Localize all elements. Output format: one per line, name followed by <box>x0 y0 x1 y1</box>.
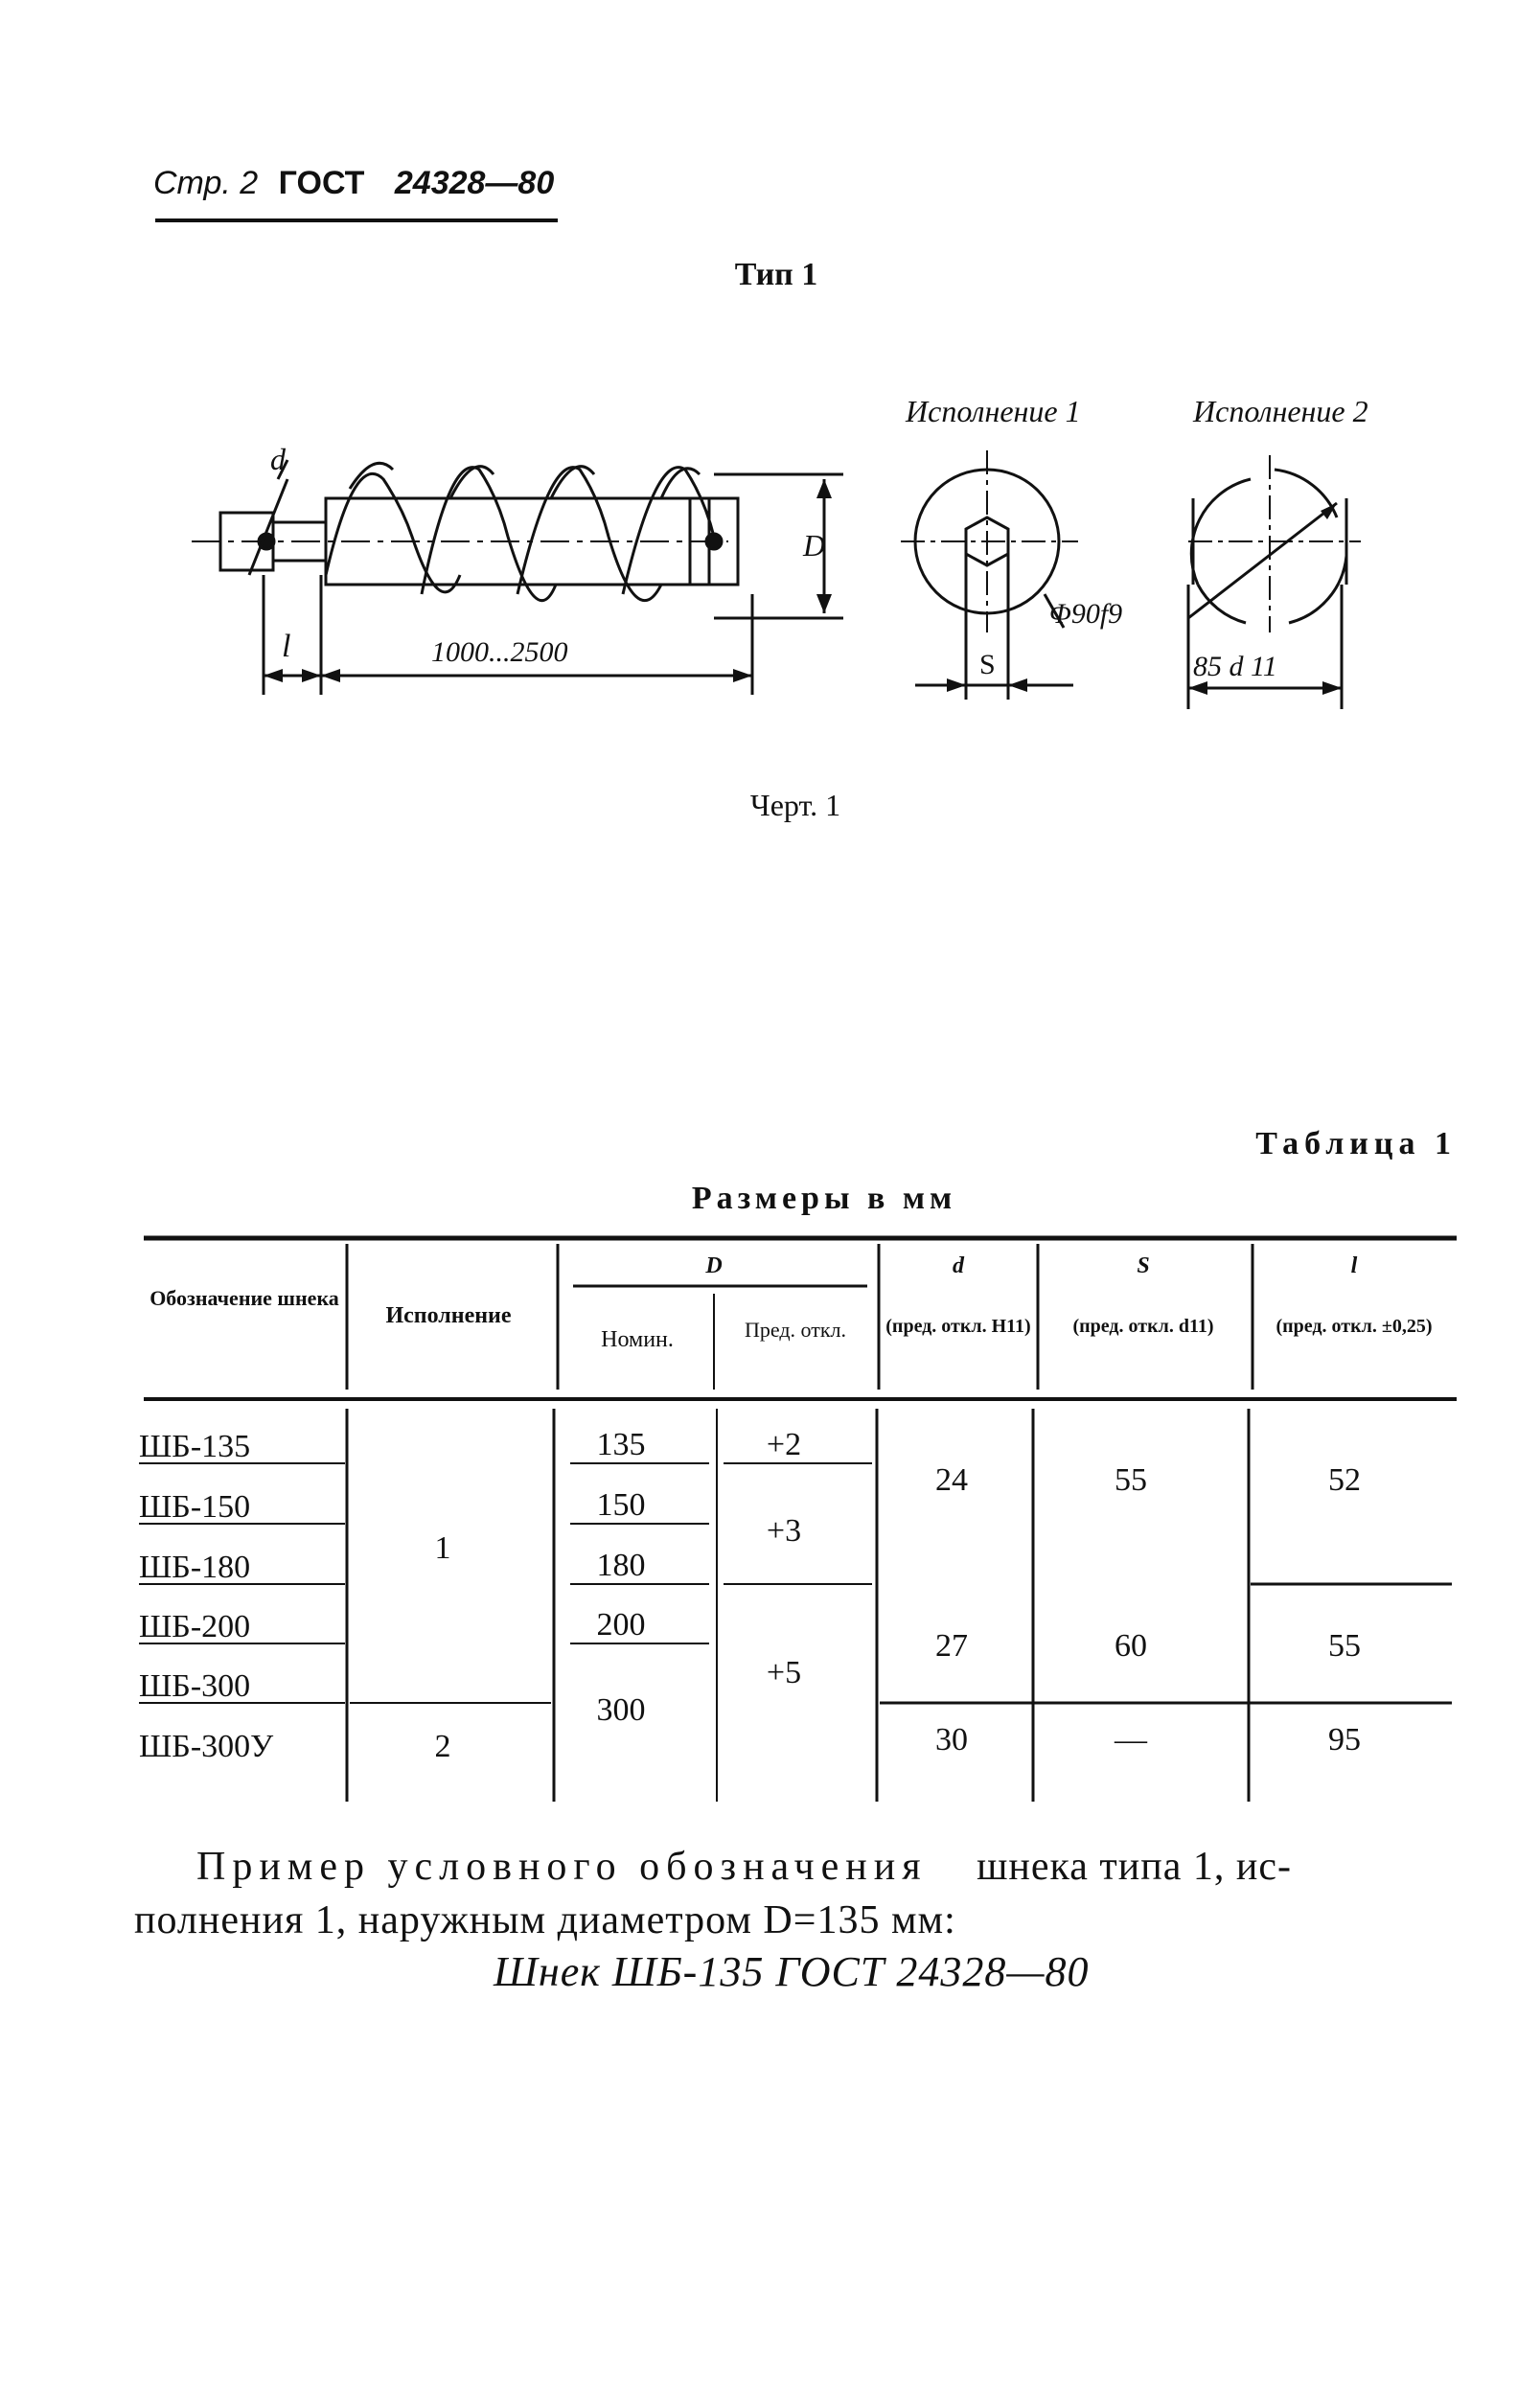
version1-label: Исполнение 1 <box>906 394 1081 428</box>
dim-s-label: S <box>979 649 996 680</box>
l-value: 95 <box>1328 1722 1361 1758</box>
tolerance-value: +2 <box>766 1427 802 1462</box>
standard-number: 24328—80 <box>394 165 555 201</box>
example-line1 <box>196 1840 1461 1894</box>
example-line2: полнения 1, наружным диаметром D=135 мм: <box>134 1898 956 1942</box>
version2-label: Исполнение 2 <box>1193 394 1368 428</box>
standard-label: ГОСТ <box>278 165 365 201</box>
example-designation: Шнек ШБ-135 ГОСТ 24328—80 <box>494 1948 1090 1995</box>
col-version: Исполнение <box>385 1303 512 1328</box>
d-value: 27 <box>935 1628 968 1664</box>
col-nominal: Номин. <box>601 1327 674 1352</box>
d-value: 24 <box>935 1462 968 1498</box>
nominal-value: 200 <box>596 1607 646 1643</box>
example-line1-end: шнека типа 1, ис- <box>977 1845 1292 1889</box>
s-value: 55 <box>1115 1462 1147 1498</box>
table-title: Таблица 1 <box>1255 1126 1457 1161</box>
col-l: l <box>1350 1253 1358 1278</box>
designation-row: ШБ-135 <box>139 1429 251 1464</box>
version-value: 1 <box>434 1530 451 1566</box>
nominal-value: 135 <box>596 1427 646 1462</box>
page-number: Стр. 2 <box>153 165 259 201</box>
dimensions-table <box>0 1198 1540 1830</box>
type-title: Тип 1 <box>734 257 818 292</box>
designation-row: ШБ-300 <box>139 1668 251 1704</box>
dim-phi-label: Φ90f9 <box>1049 598 1123 630</box>
s-value: 60 <box>1115 1628 1147 1664</box>
col-D: D <box>705 1253 723 1278</box>
drawing-caption: Черт. 1 <box>749 788 841 822</box>
dim-length-label: 1000...2500 <box>431 636 568 668</box>
designation-row: ШБ-150 <box>139 1489 251 1525</box>
l-value: 55 <box>1328 1628 1361 1664</box>
col-designation-line1: Обозначение шнека <box>149 1286 339 1310</box>
table-subtitle: Размеры в мм <box>691 1181 957 1216</box>
s-value: — <box>1115 1722 1147 1758</box>
auger-drawing <box>0 0 1540 862</box>
nominal-value: 300 <box>596 1692 646 1728</box>
designation-row: ШБ-180 <box>139 1550 251 1585</box>
col-l-note: (пред. откл. ±0,25) <box>1276 1316 1433 1337</box>
designation-row: ШБ-300У <box>139 1729 274 1764</box>
col-d: d <box>953 1253 964 1278</box>
version-value: 2 <box>434 1729 451 1764</box>
tolerance-value: +3 <box>766 1513 802 1549</box>
dim-D-label: D <box>803 528 826 563</box>
dim-l-label: l <box>282 629 291 664</box>
col-d-note: (пред. откл. H11) <box>885 1316 1031 1337</box>
col-tolerance: Пред. откл. <box>744 1318 847 1342</box>
nominal-value: 150 <box>596 1487 646 1523</box>
dim-d-label: d <box>270 442 286 476</box>
dim-85-label: 85 d 11 <box>1193 651 1277 682</box>
col-s-note: (пред. откл. d11) <box>1072 1316 1214 1337</box>
designation-row: ШБ-200 <box>139 1609 251 1644</box>
tolerance-value: +5 <box>766 1655 802 1690</box>
col-s: S <box>1137 1253 1150 1278</box>
l-value: 52 <box>1328 1462 1361 1498</box>
d-value: 30 <box>935 1722 968 1758</box>
example-line1-start: Пример условного обозначения <box>196 1845 928 1889</box>
nominal-value: 180 <box>596 1548 646 1583</box>
